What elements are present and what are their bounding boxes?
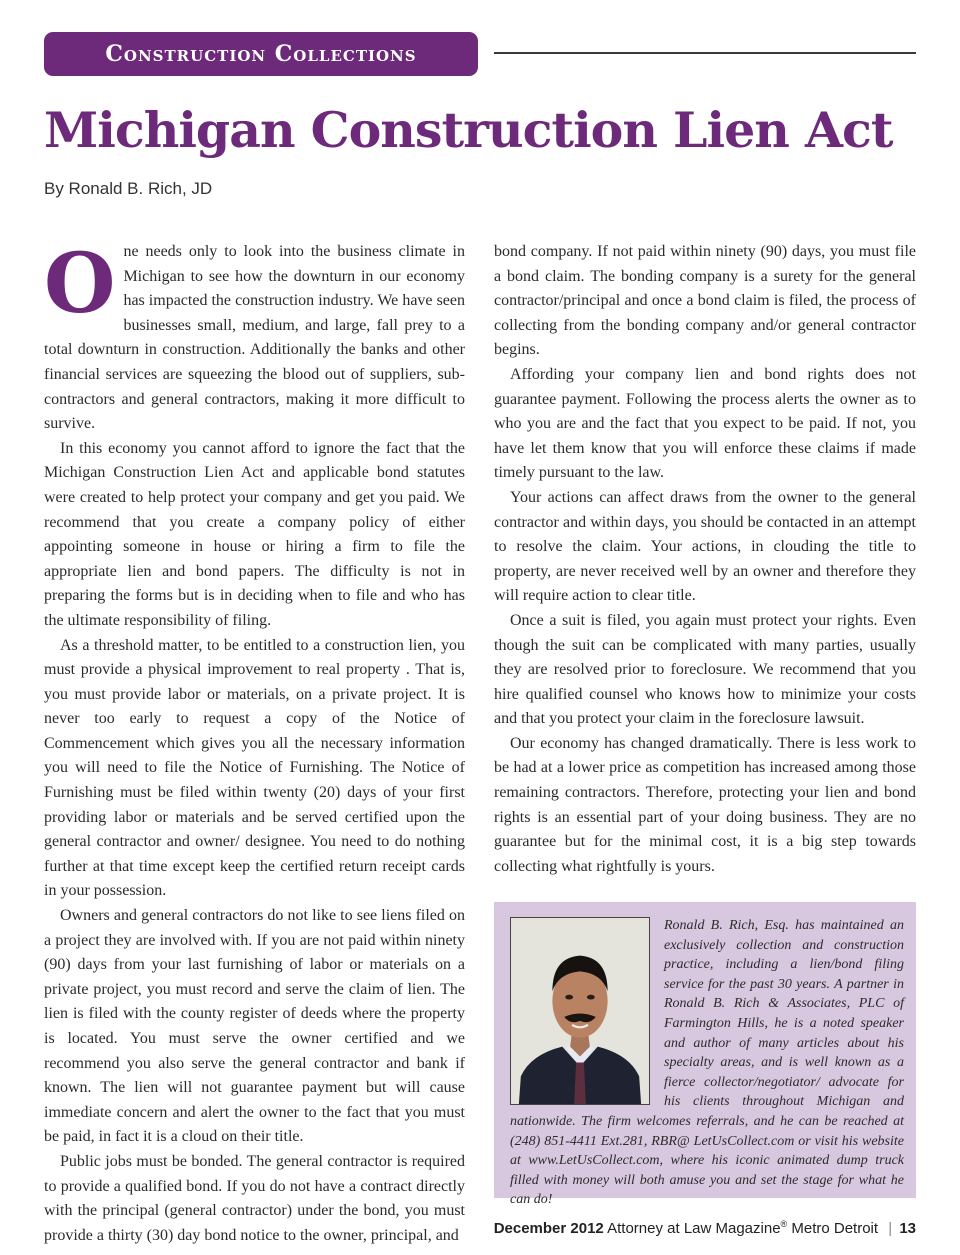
left-column [44,236,465,1248]
paragraph: Affording your company lien and bond rights does not guarantee payment. Following the process alerts the owner as to who you are and the fact that you expect to be paid. If not, you have let them know that you will enforce these claims if made timely pursuant to the law. [494,365,916,482]
footer-date: December 2012 [493,1220,604,1237]
paragraph: Public jobs must be bonded. The general contractor is required to provide a qualified bond. If you do not have a contract directly with the principal (general contractor) under the bond, you must provide a thirty (30) day bond notice to the owner, principal, and [44,1152,465,1244]
author-bio-box [494,902,916,1208]
paragraph: As a threshold matter, to be entitled to a construction lien, you must provide a physical improvement to real property . That is, you must provide labor or materials, on a private project. It is never too early to request a copy of the Notice of Commencement which gives you all the necessary information you will need to file the Notice of Furnishing. The Notice of Furnishing must be filed within twenty (20) days of your first providing labor or materials and be served certified upon the general contractor and owner/ designee. You need to do nothing further at that time except keep the certified return receipt cards in your possession. [44,636,465,900]
page-footer [494,1219,916,1237]
right-column [494,240,916,879]
paragraph: In this economy you cannot afford to ignore the fact that the Michigan Construction Lien Act and applicable bond statutes were created to help protect your company and get you paid. We recommend that you create a company policy of either appointing someone in house or hiring a firm to file the appropriate lien and bond papers. The difficulty is not in preparing the forms but is in deciding when to file and who has the ultimate responsibility of filing. [44,439,465,629]
paragraph: bond company. If not paid within ninety (90) days, you must file a bond claim. The bonding company is a surety for the general contractor/principal and once a bond claim is filed, the process of collecting from the bonding company and/or general contractor begins. [494,243,916,359]
footer-publication: Attorney at Law Magazine [607,1220,781,1237]
header-rule [494,52,916,54]
footer-registered-mark: ® [780,1219,788,1229]
drop-cap: O [44,236,116,332]
paragraph-text: ne needs only to look into the business climate in Michigan to see how the downturn in our economy has impacted the construction industry. We have seen businesses small, medium, and large, fall prey to a total downturn in construction. Additionally the banks and other financial services are squeezing the blood out of suppliers, sub-contractors and general contractors, making it more difficult to survive. [44,243,465,433]
footer-edition: Metro Detroit [791,1220,879,1237]
author-photo [510,917,650,1105]
section-label: Construction Collections [105,41,417,67]
author-portrait-image [511,918,649,1104]
paragraph: Our economy has changed dramatically. There is less work to be had at a lower price as competition has increased among those remaining contractors. Therefore, protecting your lien and bond rights is an essential part of your doing business. They are no guarantee but for the minimal cost, it is a big step towards collecting what rightfully is yours. [494,734,916,875]
paragraph [44,236,465,437]
paragraph: Owners and general contractors do not like to see liens filed on a project they are involved with. If you are not paid within ninety (90) days from your last furnishing of labor or materials on a private project, you must record and serve the claim of lien. The lien is filed with the county register of deeds where the property is located. You must serve the owner certified and we recommend you also serve the general contractor and bank if known. The lien will not guarantee payment but will cause immediate concern and alert the owner to the fact that you must be paid, in fact it is a cloud on their title. [44,907,465,1146]
section-banner [44,32,478,76]
article-byline: By Ronald B. Rich, JD [44,179,213,198]
author-bio-text: Ronald B. Rich, Esq. has maintained an exclusively collection and construction practice, including a lien/bond filing service for the past 30 years. A partner in Ronald B. Rich & Associates, PLC of Farmington Hills, he is a noted speaker and author of many articles about his specialty areas, and is well known as a fierce collector/negotiator/ advocate for his clients throughout Michigan and nationwide. The firm welcomes referrals, and he can be reached at (248) 851-4411 Ext.281, RBR@ LetUsCollect.com or visit his website at www.LetUsCollect.com, where his iconic animated dump truck filled with money will both amuse you and set the stage for what he can do! [510,918,904,1208]
paragraph: Once a suit is filed, you again must protect your rights. Even though the suit can be complicated with many parties, usually they are resolved prior to foreclosure. We recommend that you hire qualified counsel who knows how to minimize your costs and that you protect your claim in the foreclosure lawsuit. [494,611,916,728]
article-title: Michigan Construction Lien Act [44,101,893,159]
page-number: 13 [899,1220,916,1237]
footer-separator: | [888,1220,893,1237]
paragraph: Your actions can affect draws from the owner to the general contractor and within days, you should be contacted in an attempt to resolve the claim. Your actions, in clouding the title to property, are never received well by an owner and therefore they will require action to clear title. [494,488,916,605]
